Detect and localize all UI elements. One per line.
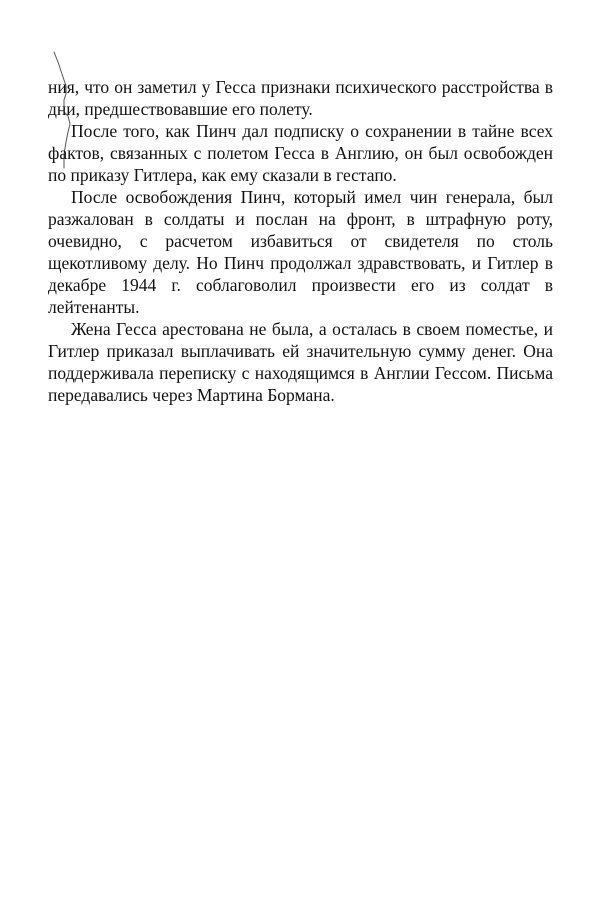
- paragraph-pinch-demotion: После освобождения Пинч, который имел чин генерала, был разжалован в солдаты и послан на фронт, в штрафную роту, очевидно, с расчетом избавиться от свидетеля по столь щекотливому делу. Но Пинч продолжал здравствовать, и Гитлер в декабре 1944 г. соблаговолил произвести его из солдат в лейтенанты.: [48, 187, 553, 317]
- paragraph-pinch-release: После того, как Пинч дал подписку о сохранении в тайне всех фактов, связанных с полетом Гесса в Англию, он был освобожден по приказу Гитлера, как ему сказали в гестапо.: [48, 121, 553, 185]
- paragraph-continuation: ния, что он заметил у Гесса признаки психического расстройства в дни, предшествовавшие его полету.: [48, 77, 553, 119]
- document-body: [48, 76, 553, 406]
- paragraph-hess-wife: Жена Гесса арестована не была, а осталась в своем поместье, и Гитлер приказал выплачивать ей значительную сумму денег. Она поддерживала переписку с находящимся в Англии Гессом. Письма передавались через Мартина Бормана.: [48, 319, 553, 405]
